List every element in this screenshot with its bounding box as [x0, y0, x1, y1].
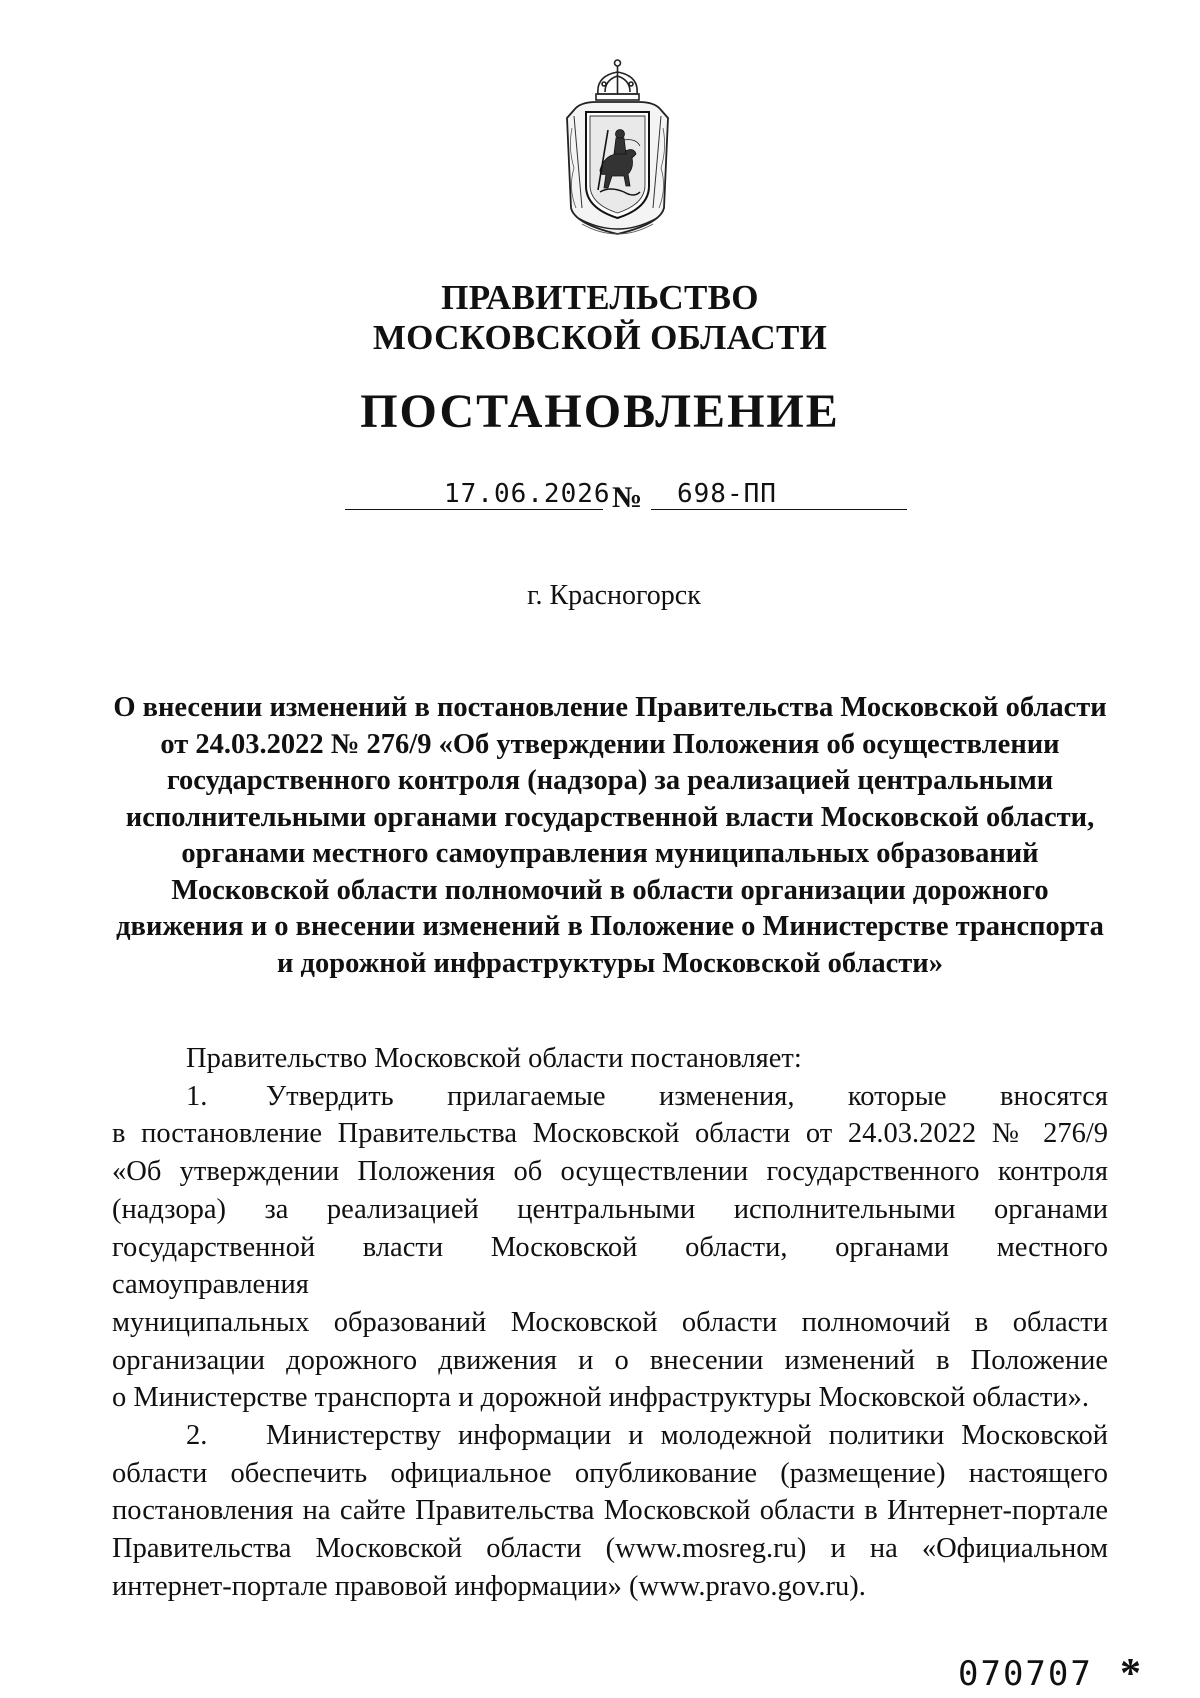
document-title	[110, 690, 1110, 982]
paragraph-1-first-line	[112, 1078, 1108, 1116]
paragraph-line: области обеспечить официальное опубликование (размещение) настоящего	[112, 1457, 1108, 1489]
paragraph-line: Министерству информации и молодежной политики Московской	[266, 1420, 1108, 1452]
paragraph-line: организации дорожного движения и о внесении изменений в Положение	[112, 1344, 1108, 1376]
footer-registration-code: 070707	[958, 1654, 1093, 1694]
paragraph-line: муниципальных образований Московской области полномочий в области	[112, 1306, 1108, 1338]
moscow-oblast-coat-of-arms-icon	[560, 58, 675, 236]
paragraph-line: (надзора) за реализацией центральными исполнительными органами	[112, 1193, 1108, 1225]
paragraph-1-number: 1.	[186, 1080, 208, 1112]
title-line: движения и о внесении изменений в Положение о Министерстве транспорта	[116, 911, 1104, 942]
document-body	[112, 1040, 1108, 1606]
paragraph-2-first-line	[112, 1417, 1108, 1455]
document-date: 17.06.2026	[444, 479, 611, 509]
date-number-row	[0, 475, 1200, 515]
organization-name-line2: МОСКОВСКОЙ ОБЛАСТИ	[372, 318, 828, 357]
footer-star-mark: *	[1120, 1651, 1141, 1697]
paragraph-2-number: 2.	[186, 1420, 208, 1452]
city: г. Красногорск	[527, 580, 701, 611]
paragraph-line: в постановление Правительства Московской области от 24.03.2022 № 276/9	[112, 1118, 1108, 1150]
paragraph-line: постановления на сайте Правительства Московской области в Интернет-портале	[112, 1495, 1108, 1527]
organization-name-line1: ПРАВИТЕЛЬСТВО	[441, 278, 759, 317]
title-line: государственного контроля (надзора) за реализацией центральными	[166, 765, 1054, 796]
body-intro: Правительство Московской области постановляет:	[186, 1043, 802, 1074]
paragraph-line: интернет-портале правовой информации» (www.pravo.gov.ru).	[112, 1570, 866, 1602]
title-line: О внесении изменений в постановление Правительства Московской области	[113, 692, 1107, 723]
paragraph-line: Правительства Московской области (www.mosreg.ru) и на «Официальном	[112, 1533, 1108, 1565]
number-sign: №	[612, 481, 643, 514]
paragraph-line: Утвердить прилагаемые изменения, которые вносятся	[266, 1080, 1108, 1112]
paragraph-line: о Министерстве транспорта и дорожной инфраструктуры Московской области».	[112, 1382, 1089, 1414]
title-line: Московской области полномочий в области организации дорожного	[171, 874, 1049, 906]
paragraph-line: государственной власти Московской области, органами местного самоуправления	[112, 1231, 1108, 1301]
document-number: 698-ПП	[677, 479, 777, 509]
paragraph-line: «Об утверждении Положения об осуществлении государственного контроля	[112, 1156, 1108, 1188]
title-line: и дорожной инфраструктуры Московской области»	[277, 947, 943, 979]
document-type: ПОСТАНОВЛЕНИЕ	[360, 385, 840, 438]
number-underline	[651, 509, 907, 510]
date-underline	[345, 509, 603, 510]
title-line: от 24.03.2022 № 276/9 «Об утверждении Положения об осуществлении	[160, 728, 1060, 760]
title-line: органами местного самоуправления муниципальных образований	[181, 838, 1039, 869]
title-line: исполнительными органами государственной власти Московской области,	[125, 801, 1095, 833]
